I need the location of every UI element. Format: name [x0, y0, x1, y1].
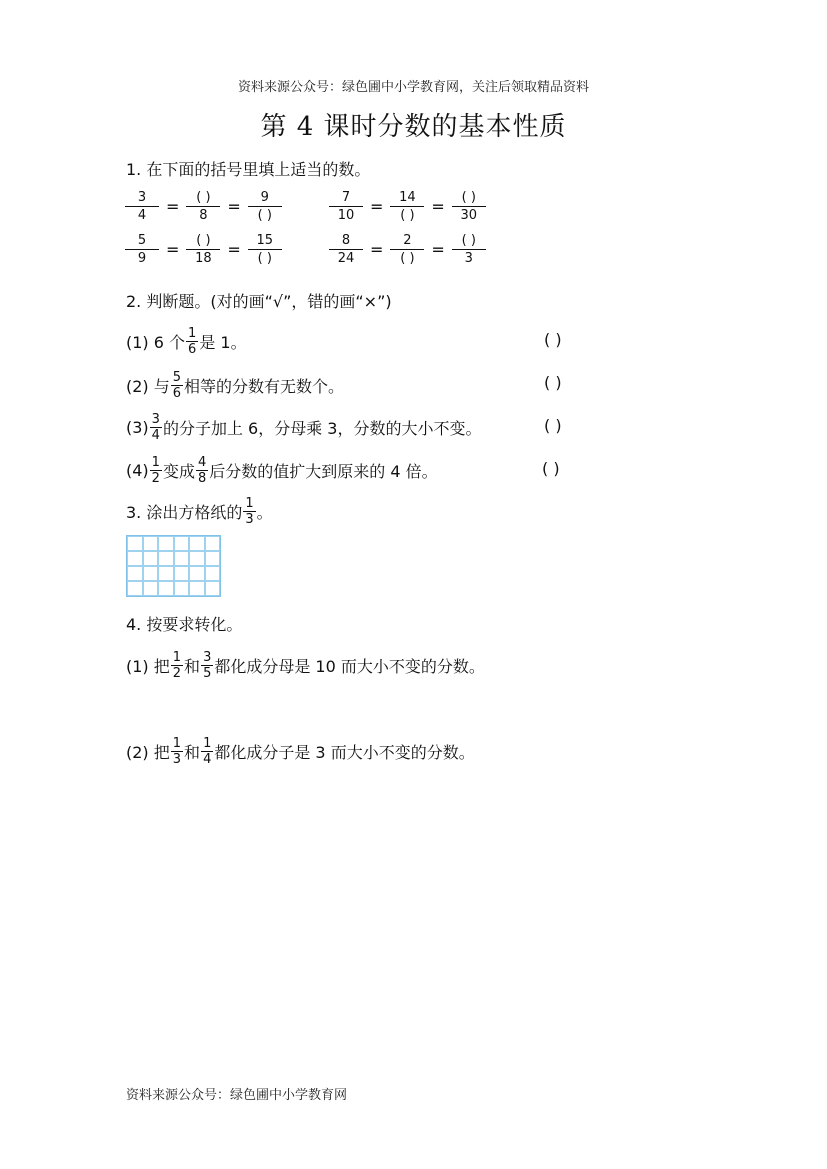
q1-prompt: 1. 在下面的括号里填上适当的数。 [126, 160, 371, 179]
header-source: 资料来源公众号：绿色圃中小学教育网，关注后领取精品资料 [237, 80, 589, 95]
grid-cell[interactable] [174, 536, 190, 551]
q2-item-1: (1) 6 个 $\frac{1}{6}$ 是 1。 [126, 326, 247, 357]
grid-cell[interactable] [189, 536, 205, 551]
answer-blank-4[interactable]: ( ) [542, 459, 560, 478]
grid-cell[interactable] [127, 566, 143, 581]
grid-cell[interactable] [205, 581, 221, 596]
fraction[interactable]: $\frac{9}{( )}$ [248, 189, 282, 224]
q2-item-3: (3) $\frac{3}{4}$ 的分子加上 6，分母乘 3，分数的大小不变。 [126, 412, 482, 443]
q2-prompt: 2. 判断题。(对的画“√”，错的画“×”) [126, 292, 392, 311]
grid-cell[interactable] [143, 581, 159, 596]
grid-cell[interactable] [158, 566, 174, 581]
grid-cell[interactable] [127, 551, 143, 566]
grid-cell[interactable] [189, 581, 205, 596]
grid-cell[interactable] [143, 566, 159, 581]
q2-item-4: (4) $\frac{1}{2}$ 变成 $\frac{4}{8}$ 后分数的值扩大到原来的 4 倍。 [126, 455, 438, 486]
fraction: $\frac{3}{4}$ [125, 189, 159, 224]
fraction[interactable]: $\frac{( )}{30}$ [452, 189, 486, 224]
grid-cell[interactable] [174, 551, 190, 566]
grid-paper[interactable] [126, 535, 221, 597]
grid-cell[interactable] [158, 581, 174, 596]
grid-cell[interactable] [174, 566, 190, 581]
q4-prompt: 4. 按要求转化。 [126, 615, 243, 634]
fraction: $\frac{7}{10}$ [329, 189, 363, 224]
q1-row2-right: $\frac{8}{24}$ = $\frac{2}{( )}$ = $\frac{( )}{3}$ [328, 232, 487, 267]
fraction: $\frac{8}{24}$ [329, 232, 363, 267]
grid-cell[interactable] [189, 566, 205, 581]
q3-prompt: 3. 涂出方格纸的 $\frac{1}{3}$ 。 [126, 496, 273, 527]
grid-cell[interactable] [205, 566, 221, 581]
q1-row1-left: $\frac{3}{4}$ = $\frac{( )}{8}$ = $\frac{9}{( )}$ [124, 189, 283, 224]
fraction[interactable]: $\frac{14}{( )}$ [390, 189, 424, 224]
answer-blank-1[interactable]: ( ) [544, 330, 562, 349]
grid-cell[interactable] [205, 551, 221, 566]
fraction[interactable]: $\frac{15}{( )}$ [248, 232, 282, 267]
q1-row2-left: $\frac{5}{9}$ = $\frac{( )}{18}$ = $\frac{15}{( )}$ [124, 232, 283, 267]
grid-cell[interactable] [143, 551, 159, 566]
fraction[interactable]: $\frac{( )}{18}$ [186, 232, 220, 267]
q2-item-2: (2) 与 $\frac{5}{6}$ 相等的分数有无数个。 [126, 370, 345, 401]
grid-cell[interactable] [174, 581, 190, 596]
grid-cell[interactable] [127, 536, 143, 551]
footer-source: 资料来源公众号：绿色圃中小学教育网 [126, 1088, 348, 1103]
fraction: $\frac{5}{9}$ [125, 232, 159, 267]
answer-blank-2[interactable]: ( ) [544, 373, 562, 392]
grid-cell[interactable] [189, 551, 205, 566]
grid-cell[interactable] [158, 536, 174, 551]
grid-cell[interactable] [158, 551, 174, 566]
q4-item-2: (2) 把 $\frac{1}{3}$ 和 $\frac{1}{4}$ 都化成分子是 3 而大小不变的分数。 [126, 736, 475, 767]
answer-blank-3[interactable]: ( ) [544, 416, 562, 435]
grid-cell[interactable] [127, 581, 143, 596]
grid-cell[interactable] [205, 536, 221, 551]
q1-row1-right: $\frac{7}{10}$ = $\frac{14}{( )}$ = $\frac{( )}{30}$ [328, 189, 487, 224]
q4-item-1: (1) 把 $\frac{1}{2}$ 和 $\frac{3}{5}$ 都化成分母是 10 而大小不变的分数。 [126, 650, 485, 681]
grid-cell[interactable] [143, 536, 159, 551]
fraction[interactable]: $\frac{( )}{3}$ [452, 232, 486, 267]
page-title: 第 4 课时分数的基本性质 [260, 112, 567, 142]
fraction[interactable]: $\frac{( )}{8}$ [186, 189, 220, 224]
fraction[interactable]: $\frac{2}{( )}$ [390, 232, 424, 267]
